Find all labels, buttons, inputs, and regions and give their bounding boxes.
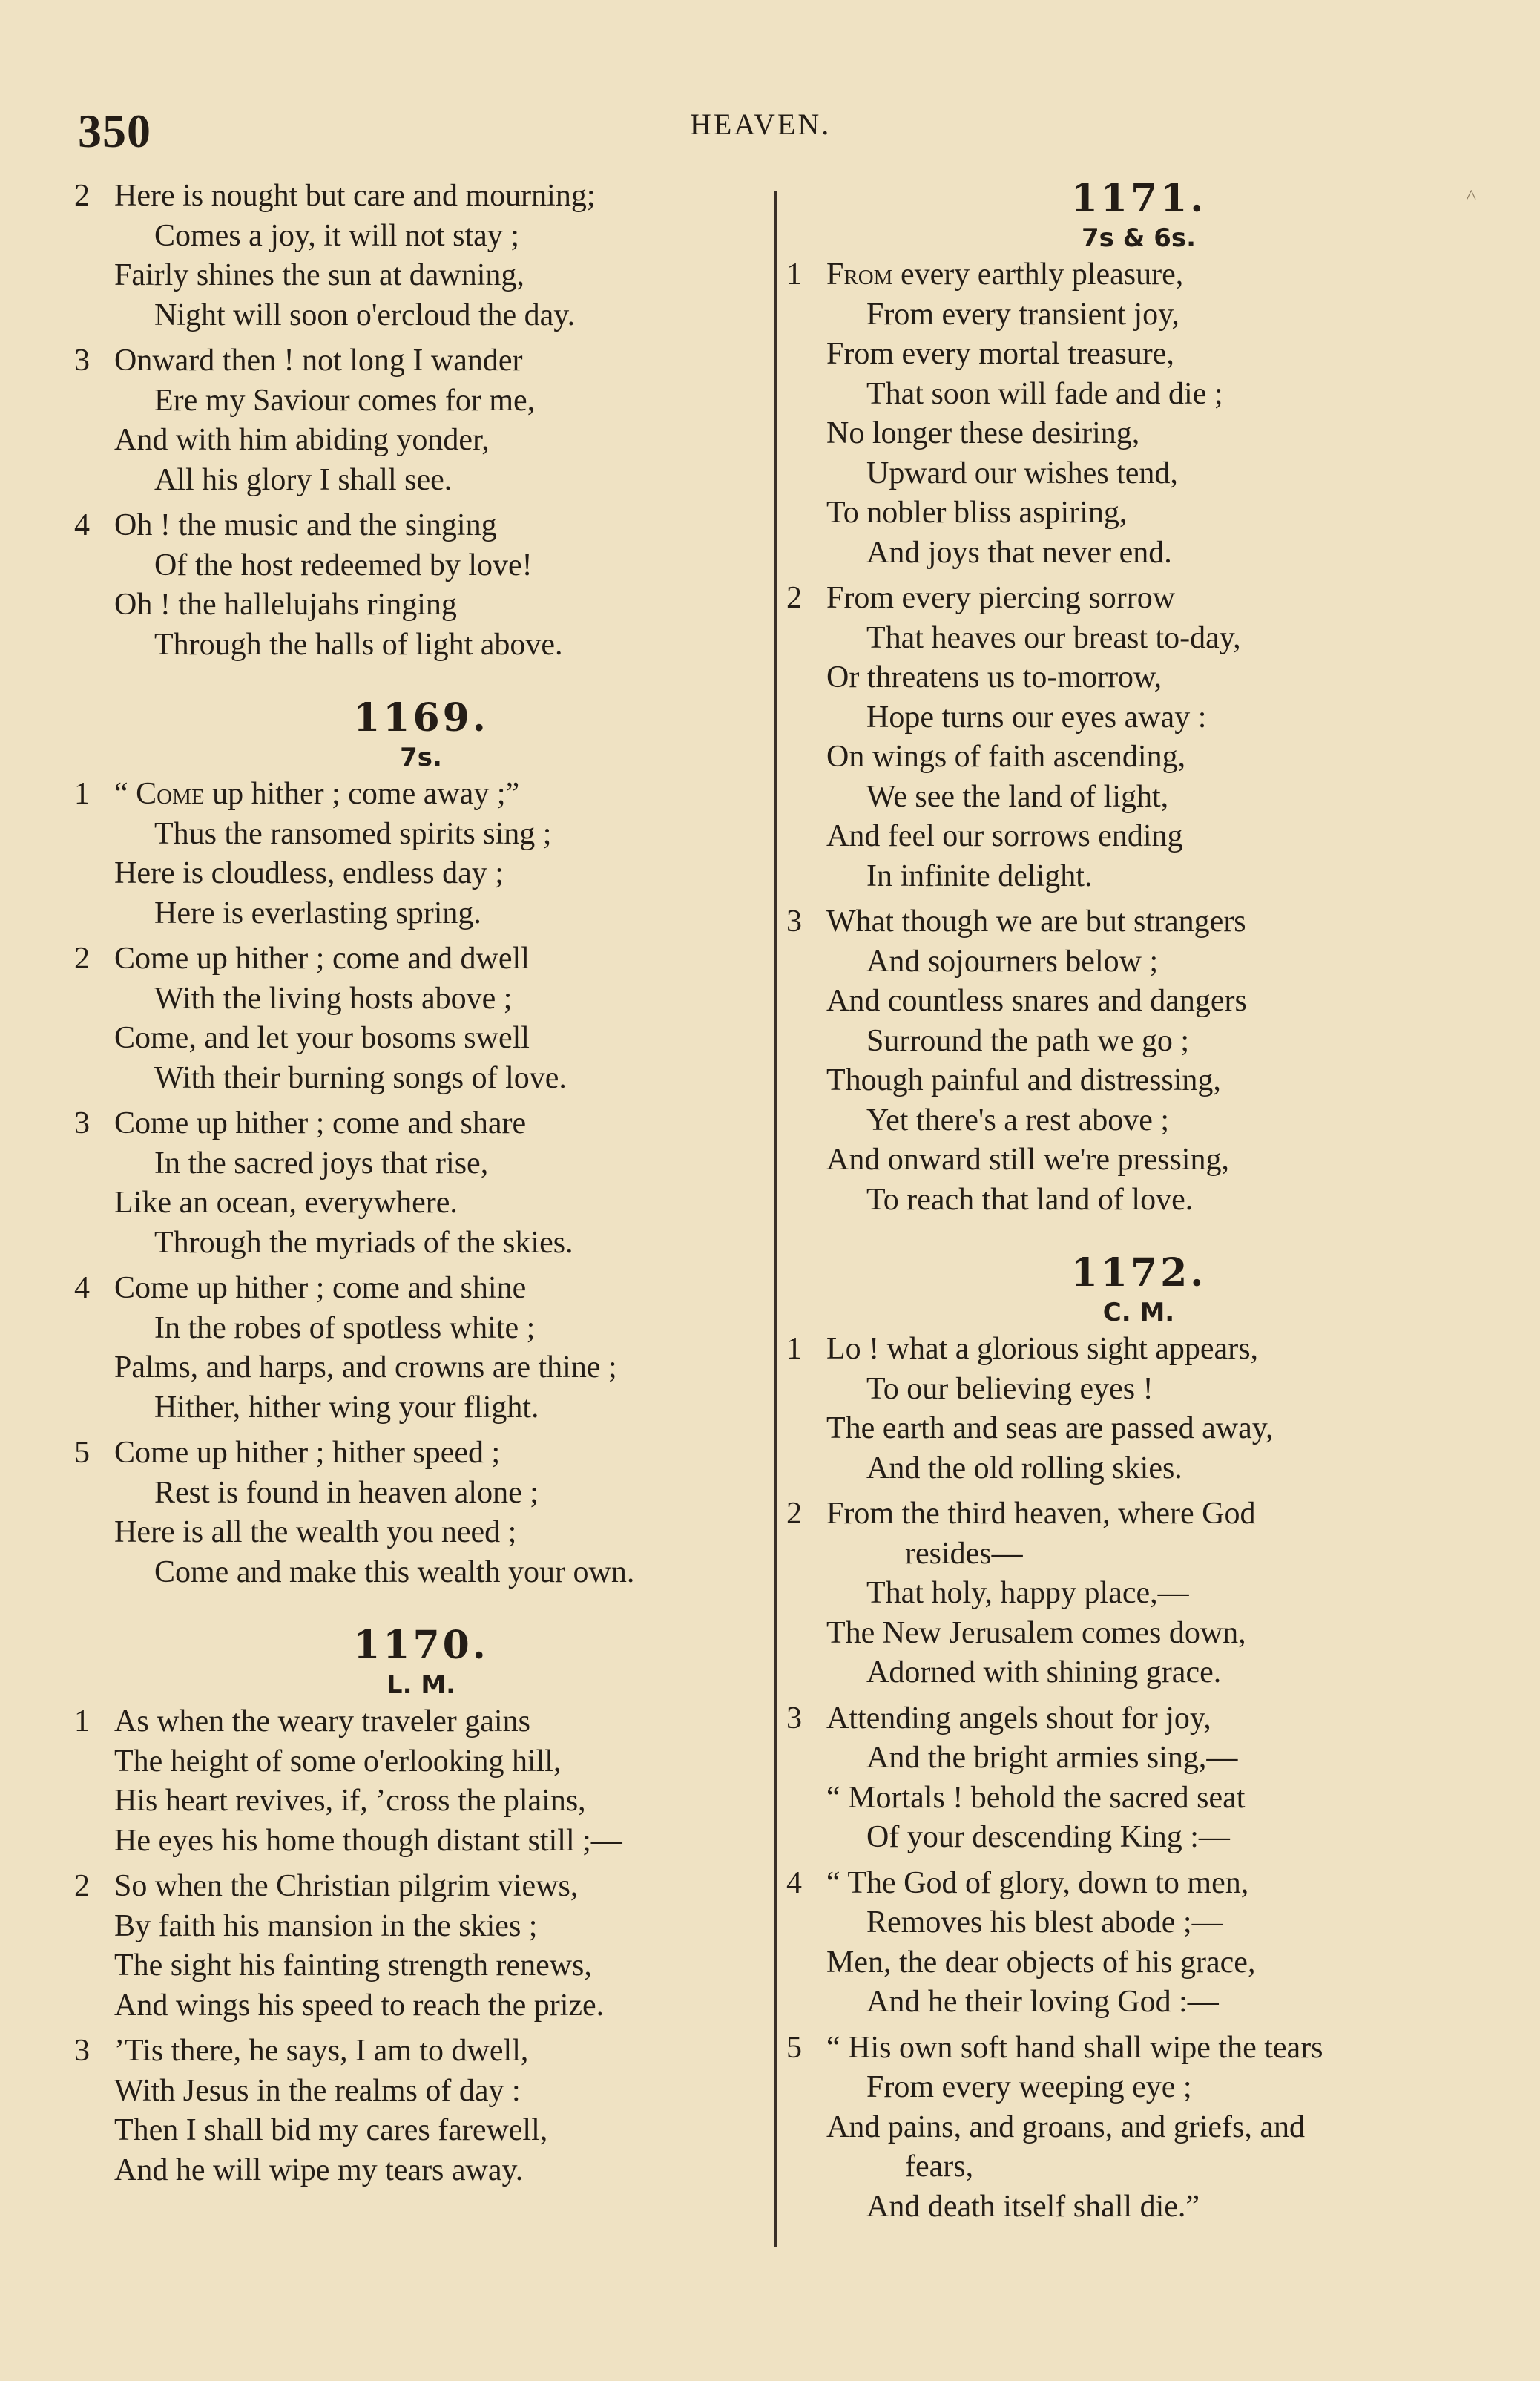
verse-line: With the living hosts above ;	[154, 981, 513, 1016]
verse-line: All his glory I shall see.	[154, 462, 453, 497]
stanza-number: 4	[786, 1865, 802, 1900]
verse-line: 3 Attending angels shout for joy,	[786, 1699, 1491, 1739]
stanza-number: 5	[786, 2030, 802, 2065]
verse-line: “ Mortals ! behold the sacred seat	[826, 1780, 1246, 1815]
stanza-number: 4	[74, 508, 90, 542]
verse-line: 3 What though we are but strangers	[786, 902, 1491, 942]
verse-line: Removes his blest abode ;—	[866, 1905, 1223, 1940]
verse-line: With Jesus in the realms of day :	[114, 2073, 521, 2108]
verse-line: Come, and let your bosoms swell	[114, 1021, 530, 1055]
stanza	[74, 2032, 768, 2190]
stanza-number: 3	[74, 344, 90, 378]
stanza	[786, 255, 1491, 573]
stanza	[786, 902, 1491, 1220]
verse-line: Rest is found in heaven alone ;	[154, 1475, 539, 1510]
first-word: From	[826, 257, 893, 292]
verse-line: Though painful and distressing,	[826, 1063, 1221, 1097]
hymn-heading	[74, 1623, 768, 1702]
stanza	[74, 506, 768, 665]
hymn-number: 1172.	[1070, 1250, 1207, 1295]
verse-line: Fairly shines the sun at dawning,	[114, 258, 524, 292]
stanza-number: 2	[74, 179, 90, 213]
verse-line: The sight his fainting strength renews,	[114, 1948, 592, 1983]
stanza-number: 1	[786, 257, 802, 292]
stanza-number: 2	[74, 1869, 90, 1903]
verse-line: Or threatens us to-morrow,	[826, 660, 1162, 694]
verse-line: And he their loving God :—	[866, 1985, 1219, 2019]
verse-line: That holy, happy place,—	[866, 1576, 1189, 1610]
verse-line: That soon will fade and die ;	[866, 376, 1223, 411]
stanza-number: 3	[74, 1106, 90, 1140]
left-column	[74, 177, 768, 2196]
stanza-number: 3	[786, 1701, 802, 1735]
hymn-1171	[786, 177, 1491, 1220]
verse-line: Here is cloudless, endless day ;	[114, 856, 504, 890]
verse-line: The earth and seas are passed away,	[826, 1411, 1274, 1445]
stanza	[74, 775, 768, 933]
verse-line: 1 Lo ! what a glorious sight appears,	[786, 1330, 1491, 1370]
verse-line: Then I shall bid my cares farewell,	[114, 2113, 548, 2147]
verse-line: Night will soon o'ercloud the day.	[154, 298, 576, 332]
stanza	[74, 1867, 768, 2026]
verse-line: 2 So when the Christian pilgrim views,	[74, 1867, 768, 1907]
hymn-heading	[786, 1251, 1491, 1330]
verse-line: 4 Oh ! the music and the singing	[74, 506, 768, 546]
verse-line: 1 “ Come up hither ; come away ;”	[74, 775, 768, 815]
hymn-1172	[786, 1251, 1491, 2227]
verse-line: Through the halls of light above.	[154, 627, 563, 662]
verse-line: By faith his mansion in the skies ;	[114, 1908, 538, 1943]
hymn-meter: 7s.	[400, 743, 442, 772]
stanza	[74, 341, 768, 500]
hymn-1170	[74, 1623, 768, 2190]
verse-line: To our believing eyes !	[866, 1371, 1154, 1406]
verse-line: Here is everlasting spring.	[154, 896, 481, 930]
verse-line: Of your descending King :—	[866, 1820, 1230, 1854]
stanza	[74, 177, 768, 335]
verse-line: Come and make this wealth your own.	[154, 1554, 635, 1589]
corner-mark: ˄	[1466, 184, 1477, 206]
verse-line: And the bright armies sing,—	[866, 1741, 1238, 1775]
first-word: Come	[136, 777, 205, 811]
verse-line: 2 From every piercing sorrow	[786, 579, 1491, 619]
verse-line: And countless snares and dangers	[826, 984, 1247, 1018]
verse-line: 3 Onward then ! not long I wander	[74, 341, 768, 381]
stanza-number: 3	[74, 2034, 90, 2068]
verse-line: And onward still we're pressing,	[826, 1143, 1229, 1177]
stanza	[786, 1330, 1491, 1488]
hymn-1169	[74, 696, 768, 1592]
verse-line: 2 Come up hither ; come and dwell	[74, 939, 768, 979]
verse-line: 3 ’Tis there, he says, I am to dwell,	[74, 2032, 768, 2072]
verse-line: Oh ! the hallelujahs ringing	[114, 588, 457, 622]
hymn-number: 1169.	[353, 695, 489, 740]
verse-line: 4 “ The God of glory, down to men,	[786, 1864, 1491, 1904]
stanza-number: 5	[74, 1436, 90, 1470]
stanza	[74, 939, 768, 1098]
verse-line: And joys that never end.	[866, 535, 1172, 570]
verse-line: Adorned with shining grace.	[866, 1655, 1222, 1689]
verse-line: He eyes his home though distant still ;—	[114, 1823, 622, 1858]
hymn-meter: L. M.	[386, 1670, 456, 1700]
verse-line: To nobler bliss aspiring,	[826, 496, 1128, 530]
stanza-number: 1	[786, 1332, 802, 1366]
verse-line: 5 “ His own soft hand shall wipe the tears	[786, 2029, 1491, 2069]
hymn-number: 1171.	[1070, 176, 1207, 221]
verse-line: His heart revives, if, ’cross the plains,	[114, 1784, 586, 1818]
verse-line: Ere my Saviour comes for me,	[154, 383, 536, 418]
verse-line: Thus the ransomed spirits sing ;	[154, 816, 552, 851]
verse-line: Hither, hither wing your flight.	[154, 1390, 539, 1425]
verse-line: To reach that land of love.	[866, 1182, 1194, 1217]
verse-line: Comes a joy, it will not stay ;	[154, 218, 519, 253]
verse-line: With their burning songs of love.	[154, 1060, 567, 1095]
stanza-number: 2	[786, 581, 802, 615]
stanza	[786, 1494, 1491, 1693]
verse-line: Palms, and harps, and crowns are thine ;	[114, 1350, 617, 1385]
stanza	[786, 579, 1491, 896]
verse-line: Men, the dear objects of his grace,	[826, 1945, 1256, 1980]
verse-line: In the sacred joys that rise,	[154, 1146, 489, 1180]
verse-line: The New Jerusalem comes down,	[826, 1615, 1246, 1650]
verse-line: 1 From every earthly pleasure,	[786, 255, 1491, 295]
stanza-number: 1	[74, 1704, 90, 1738]
verse-line: Surround the path we go ;	[866, 1023, 1190, 1058]
stanza-number: 3	[786, 904, 802, 939]
page-number: 350	[78, 105, 151, 157]
verse-line: 1 As when the weary traveler gains	[74, 1702, 768, 1742]
column-divider	[774, 191, 777, 2247]
hymn-number: 1170.	[353, 1623, 489, 1668]
verse-line: And with him abiding yonder,	[114, 423, 490, 457]
verse-line: That heaves our breast to-day,	[866, 620, 1241, 655]
verse-line: 2 Here is nought but care and mourning;	[74, 177, 768, 217]
stanza-number: 2	[74, 942, 90, 976]
verse-line: Like an ocean, everywhere.	[114, 1186, 458, 1220]
verse-line: The height of some o'erlooking hill,	[114, 1744, 562, 1779]
stanza	[786, 1864, 1491, 2023]
stanza	[786, 2029, 1491, 2227]
hymn-heading	[74, 696, 768, 775]
verse-line: From every mortal treasure,	[826, 337, 1174, 371]
right-column	[786, 177, 1491, 2233]
verse-line: 3 Come up hither ; come and share	[74, 1104, 768, 1144]
verse-line: And feel our sorrows ending	[826, 819, 1183, 853]
verse-line: Upward our wishes tend,	[866, 456, 1178, 490]
verse-line: From every weeping eye ;	[866, 2070, 1192, 2104]
verse-line: Here is all the wealth you need ;	[114, 1515, 517, 1549]
stanza	[74, 1433, 768, 1592]
verse-line: resides—	[905, 1536, 1023, 1571]
stanza-number: 4	[74, 1271, 90, 1305]
verse-line: Hope turns our eyes away :	[866, 700, 1207, 735]
verse-line: Through the myriads of the skies.	[154, 1225, 573, 1260]
hymn-meter: 7s & 6s.	[1081, 223, 1197, 253]
stanza	[74, 1104, 768, 1263]
verse-line: Yet there's a rest above ;	[866, 1103, 1170, 1137]
verse-line: And he will wipe my tears away.	[114, 2152, 524, 2187]
verse-line: In infinite delight.	[866, 858, 1093, 893]
verse-line: fears,	[905, 2150, 974, 2184]
verse-line: And death itself shall die.”	[866, 2189, 1200, 2224]
running-head: HEAVEN.	[690, 108, 832, 141]
verse-line: 5 Come up hither ; hither speed ;	[74, 1433, 768, 1474]
verse-line: No longer these desiring,	[826, 416, 1140, 450]
verse-line: We see the land of light,	[866, 779, 1169, 814]
verse-line: And wings his speed to reach the prize.	[114, 1988, 605, 2023]
verse-line: On wings of faith ascending,	[826, 740, 1186, 774]
stanza	[74, 1702, 768, 1861]
verse-line: In the robes of spotless white ;	[154, 1310, 536, 1345]
verse-line: 2 From the third heaven, where God	[786, 1494, 1491, 1534]
hymn-heading	[786, 177, 1491, 255]
verse-line: From every transient joy,	[866, 297, 1179, 332]
stanza	[786, 1699, 1491, 1858]
verse-line: And pains, and groans, and griefs, and	[826, 2109, 1306, 2144]
page-header	[0, 104, 1540, 163]
verse-line: And the old rolling skies.	[866, 1451, 1182, 1485]
verse-line: Of the host redeemed by love!	[154, 548, 533, 582]
verse-line: And sojourners below ;	[866, 944, 1159, 979]
stanza-number: 2	[786, 1497, 802, 1531]
stanza-number: 1	[74, 777, 90, 811]
stanza	[74, 1269, 768, 1428]
verse-line: 4 Come up hither ; come and shine	[74, 1269, 768, 1309]
hymn-meter: C. M.	[1102, 1298, 1175, 1327]
